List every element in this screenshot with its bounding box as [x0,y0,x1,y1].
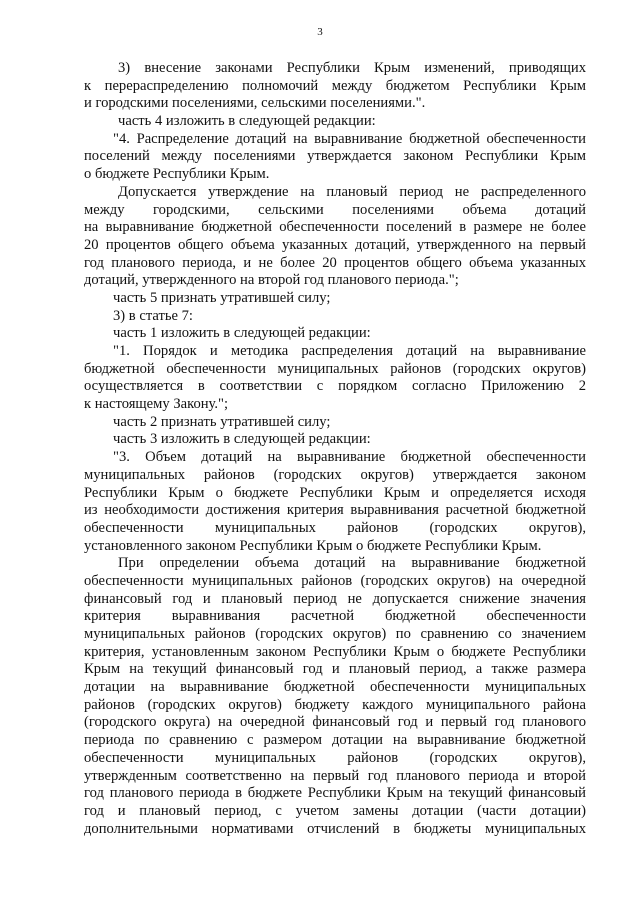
text-line: 3) в статье 7: [113,307,193,324]
page-number: 3 [317,26,323,38]
text-line: часть 1 изложить в следующей редакции: [113,325,371,342]
text-line: часть 3 изложить в следующей редакции: [113,431,371,448]
text-line: бюджетной обеспеченности муниципальных районов (городских округов) [84,360,586,377]
text-line: Республики Крым о бюджете Республики Крым и определяется исходя [84,484,586,501]
text-line: муниципальных районов (городских округов) по сравнению со значением [84,626,586,642]
text-line: (городского округа) на очередной финансовый год и первый год планового [84,714,586,731]
text-line: муниципальных районов (городских округов) утверждается законом [84,466,586,483]
text-line: районов (городских округов) бюджету каждого муниципального района [84,696,586,713]
text-line: на выравнивание бюджетной обеспеченности поселений в размере не более [84,219,586,236]
text-line: Допускается утверждение на плановый период не распределенного [118,183,586,200]
text-line: из необходимости достижения критерия выравнивания расчетной бюджетной [84,502,586,519]
text-line: финансовый год и плановый период не допускается снижение значения [84,590,586,607]
text-line: Крым на текущий финансовый год и плановый период, а также размера [84,661,586,678]
text-line: 3) внесение законами Республики Крым изменений, приводящих [118,60,586,76]
text-line: критерия, установленным законом Республики Крым о бюджете Республики [84,643,586,660]
text-line: часть 2 признать утратившей силу; [113,413,331,430]
text-line: год и плановый период, с учетом замены дотации (части дотации) [84,802,586,819]
text-line: При определении объема дотаций на выравнивание бюджетной [118,555,586,572]
text-line: год планового периода в бюджете Республики Крым на текущий финансовый [84,785,586,802]
text-line: о бюджете Республики Крым. [84,166,270,183]
text-line: к настоящему Закону."; [84,396,229,413]
text-line: обеспеченности муниципальных районов (городских округов) на очередной [84,572,586,589]
text-line: часть 5 признать утратившей силу; [113,289,331,306]
text-line: обеспеченности муниципальных районов (городских округов), [84,519,586,536]
text-line: часть 4 изложить в следующей редакции: [118,113,376,130]
text-line: год планового периода, и не более 20 процентов общего объема указанных [84,254,586,271]
text-line: 20 процентов общего объема указанных дотаций, утвержденного на первый [84,236,586,253]
text-line: и городскими поселениями, сельскими поселениями.". [84,95,426,112]
text-line: поселений между поселениями утверждается законом Республики Крым [84,148,586,165]
text-line: установленного законом Республики Крым о бюджете Республики Крым. [84,537,542,554]
text-line: дотации на выравнивание бюджетной обеспеченности муниципальных [84,679,586,696]
text-line: между городскими, сельскими поселениями объема дотаций [84,201,586,218]
text-line: дополнительными нормативами отчислений в бюджеты муниципальных [84,820,586,837]
text-line: "1. Порядок и методика распределения дотаций на выравнивание [113,343,586,359]
text-line: дотаций, утвержденного на второй год планового периода."; [84,272,459,289]
text-line: обеспеченности муниципальных районов (городских округов), [84,749,586,766]
text-line: критерия выравнивания расчетной бюджетной обеспеченности [84,608,586,625]
text-line: "3. Объем дотаций на выравнивание бюджетной обеспеченности [113,449,586,466]
text-line: "4. Распределение дотаций на выравнивание бюджетной обеспеченности [113,130,586,147]
text-line: утвержденным соответственно на первый год планового периода и второй [84,767,586,784]
text-line: осуществляется в соответствии с порядком согласно Приложению 2 [84,378,586,395]
document-body [84,60,586,838]
text-line: к перераспределению полномочий между бюджетом Республики Крым [84,77,586,94]
text-line: периода по сравнению с размером дотации на выравнивание бюджетной [84,732,586,749]
